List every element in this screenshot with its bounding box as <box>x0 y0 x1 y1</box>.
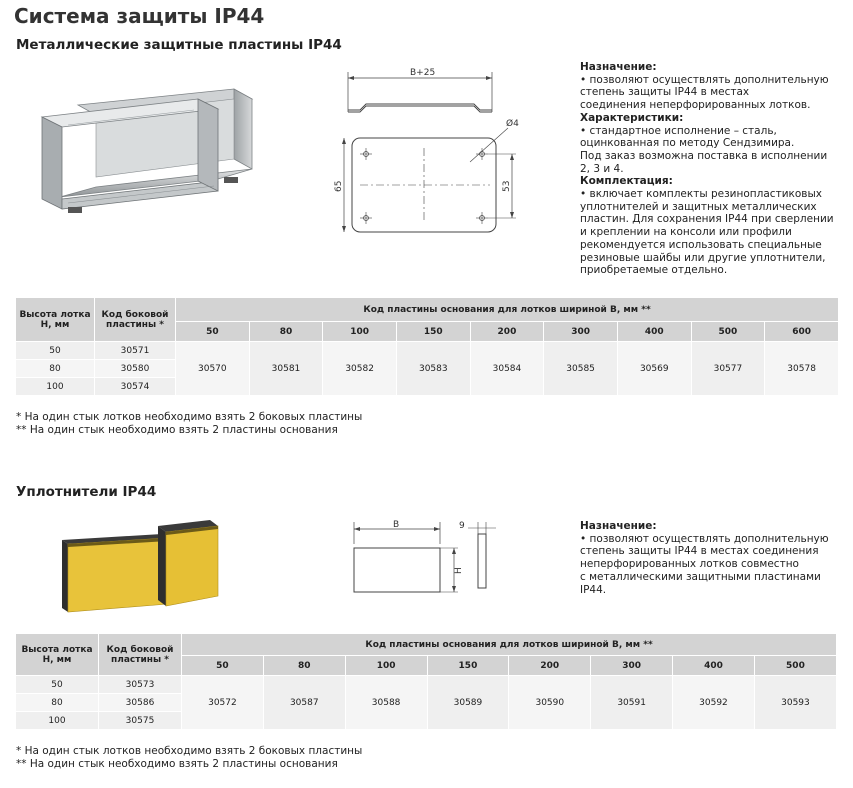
purpose-line: соединения неперфорированных лотков. <box>580 99 811 112</box>
base-code-cell: 30581 <box>250 342 323 395</box>
characteristics-label: Характеристики: <box>580 111 684 124</box>
footnote: ** На один стык необходимо взять 2 пластины основания <box>16 424 338 436</box>
width-header: 50 <box>176 322 249 341</box>
kit-line: пластин. Для сохранения IP44 при сверлении <box>580 213 834 226</box>
base-code-cell: 30593 <box>755 676 836 729</box>
width-header: 100 <box>323 322 396 341</box>
height-cell: 50 <box>16 676 98 693</box>
gasket-drawing <box>340 518 500 598</box>
dim-h-label: H <box>454 567 464 574</box>
base-code-cell: 30584 <box>471 342 544 395</box>
section1-heading: Металлические защитные пластины IP44 <box>16 37 342 53</box>
footnote: * На один стык лотков необходимо взять 2 боковых пластины <box>16 745 363 757</box>
dim-b-label: B <box>393 520 400 530</box>
col-group-header: Код пластины основания для лотков шириной B, мм ** <box>182 634 836 655</box>
purpose-line: степень защиты IP44 в местах соединения <box>580 545 819 558</box>
width-header: 50 <box>182 656 263 675</box>
footnote: ** На один стык необходимо взять 2 пластины основания <box>16 758 338 770</box>
characteristics-line: 2, 3 и 4. <box>580 162 624 175</box>
section2-info <box>580 520 846 596</box>
footnote: * На один стык лотков необходимо взять 2 боковых пластины <box>16 411 363 423</box>
base-code-cell: 30582 <box>323 342 396 395</box>
side-code-cell: 30575 <box>99 712 181 729</box>
width-header: 200 <box>471 322 544 341</box>
width-header: 150 <box>397 322 470 341</box>
purpose-line: • позволяют осуществлять дополнительную <box>580 73 829 86</box>
section1-table <box>15 297 839 396</box>
width-header: 500 <box>755 656 836 675</box>
kit-line: резиновые шайбы или другие уплотнители, <box>580 251 826 264</box>
col-side-code-header: Код боковой пластины * <box>95 298 175 341</box>
characteristics-line: Под заказ возможна поставка в исполнении <box>580 149 828 162</box>
section2-table <box>15 633 837 730</box>
col-group-header: Код пластины основания для лотков шириной B, мм ** <box>176 298 838 321</box>
kit-line: и креплении на консоли или профили <box>580 226 792 239</box>
base-code-cell: 30583 <box>397 342 470 395</box>
col-height-header: Высота лотка H, мм <box>16 298 94 341</box>
metal-plate-drawing <box>330 62 530 242</box>
gasket-image <box>58 518 228 614</box>
purpose-line: с металлическими защитными пластинами <box>580 570 821 583</box>
width-header: 150 <box>428 656 509 675</box>
characteristics-line: оцинкованная по методу Сендзимира. <box>580 137 795 150</box>
characteristics-line: • стандартное исполнение – сталь, <box>580 124 777 137</box>
dim-right-label: 53 <box>502 180 512 192</box>
width-header: 200 <box>509 656 590 675</box>
base-code-cell: 30578 <box>765 342 838 395</box>
base-code-cell: 30592 <box>673 676 754 729</box>
kit-line: уплотнителей и защитных металлических <box>580 200 817 213</box>
height-cell: 100 <box>16 378 94 395</box>
page-title: Система защиты IP44 <box>14 4 265 28</box>
side-code-cell: 30586 <box>99 694 181 711</box>
base-code-cell: 30572 <box>182 676 263 729</box>
base-code-cell: 30590 <box>509 676 590 729</box>
side-code-cell: 30571 <box>95 342 175 359</box>
height-cell: 50 <box>16 342 94 359</box>
width-header: 100 <box>346 656 427 675</box>
base-code-cell: 30587 <box>264 676 345 729</box>
kit-line: приобретаемые отдельно. <box>580 264 728 277</box>
kit-line: • включает комплекты резинопластиковых <box>580 188 822 201</box>
base-code-cell: 30591 <box>591 676 672 729</box>
col-side-code-header: Код боковой пластины * <box>99 634 181 675</box>
height-cell: 80 <box>16 360 94 377</box>
dim-thickness-label: 9 <box>459 521 465 531</box>
base-code-cell: 30589 <box>428 676 509 729</box>
base-code-cell: 30585 <box>544 342 617 395</box>
height-cell: 100 <box>16 712 98 729</box>
dim-hole-label: Ø4 <box>506 119 519 129</box>
width-header: 80 <box>264 656 345 675</box>
purpose-line: • позволяют осуществлять дополнительную <box>580 532 829 545</box>
purpose-label: Назначение: <box>580 61 657 73</box>
side-code-cell: 30574 <box>95 378 175 395</box>
base-code-cell: 30577 <box>692 342 765 395</box>
side-code-cell: 30573 <box>99 676 181 693</box>
width-header: 600 <box>765 322 838 341</box>
width-header: 80 <box>250 322 323 341</box>
col-height-header: Высота лотка H, мм <box>16 634 98 675</box>
side-code-cell: 30580 <box>95 360 175 377</box>
section1-notes <box>16 411 362 437</box>
kit-label: Комплектация: <box>580 175 673 188</box>
dim-width-label: B+25 <box>410 68 436 78</box>
base-code-cell: 30570 <box>176 342 249 395</box>
width-header: 400 <box>673 656 754 675</box>
section1-info <box>580 61 846 277</box>
purpose-line: неперфорированных лотков совместно <box>580 558 799 571</box>
purpose-line: IP44. <box>580 583 607 596</box>
dim-left-label: 65 <box>334 180 344 192</box>
section2-notes <box>16 745 362 771</box>
metal-plates-image <box>38 85 270 220</box>
section2-heading: Уплотнители IP44 <box>16 484 157 500</box>
base-code-cell: 30588 <box>346 676 427 729</box>
width-header: 500 <box>692 322 765 341</box>
kit-line: рекомендуется использовать специальные <box>580 238 822 251</box>
width-header: 300 <box>591 656 672 675</box>
height-cell: 80 <box>16 694 98 711</box>
width-header: 300 <box>544 322 617 341</box>
purpose-line: степень защиты IP44 в местах <box>580 86 750 99</box>
base-code-cell: 30569 <box>618 342 691 395</box>
purpose-label: Назначение: <box>580 520 657 532</box>
width-header: 400 <box>618 322 691 341</box>
